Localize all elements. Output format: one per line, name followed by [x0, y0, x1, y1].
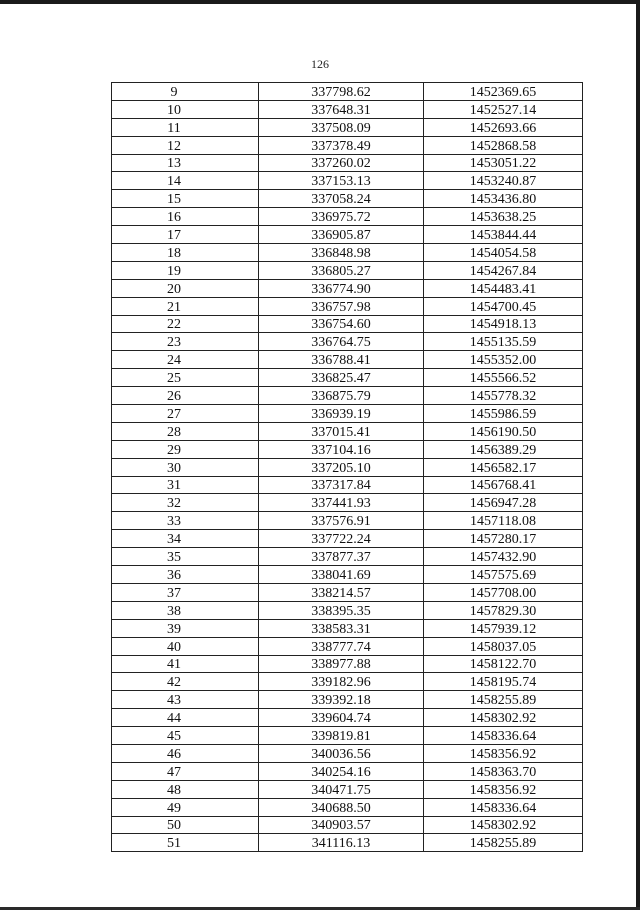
table-row — [112, 244, 583, 262]
y-coordinate-cell: 1457118.08 — [424, 512, 583, 530]
page-number: 126 — [311, 57, 329, 71]
x-coordinate-cell: 338214.57 — [259, 583, 424, 601]
table-row — [112, 315, 583, 333]
point-number-cell: 32 — [112, 494, 259, 512]
table-row — [112, 673, 583, 691]
y-coordinate-cell: 1454700.45 — [424, 297, 583, 315]
y-coordinate-cell: 1454918.13 — [424, 315, 583, 333]
x-coordinate-cell: 337877.37 — [259, 548, 424, 566]
y-coordinate-cell: 1458255.89 — [424, 691, 583, 709]
y-coordinate-cell: 1458302.92 — [424, 816, 583, 834]
point-number-cell: 27 — [112, 405, 259, 423]
table-row — [112, 136, 583, 154]
y-coordinate-cell: 1457432.90 — [424, 548, 583, 566]
x-coordinate-cell: 338041.69 — [259, 566, 424, 584]
table-row — [112, 369, 583, 387]
y-coordinate-cell: 1458255.89 — [424, 834, 583, 852]
table-row — [112, 118, 583, 136]
x-coordinate-cell: 337260.02 — [259, 154, 424, 172]
y-coordinate-cell: 1458302.92 — [424, 709, 583, 727]
table-row — [112, 387, 583, 405]
x-coordinate-cell: 339392.18 — [259, 691, 424, 709]
y-coordinate-cell: 1457280.17 — [424, 530, 583, 548]
point-number-cell: 10 — [112, 100, 259, 118]
x-coordinate-cell: 338583.31 — [259, 619, 424, 637]
y-coordinate-cell: 1458356.92 — [424, 780, 583, 798]
point-number-cell: 28 — [112, 422, 259, 440]
point-number-cell: 46 — [112, 744, 259, 762]
point-number-cell: 21 — [112, 297, 259, 315]
table-row — [112, 762, 583, 780]
table-row — [112, 583, 583, 601]
x-coordinate-cell: 339182.96 — [259, 673, 424, 691]
point-number-cell: 41 — [112, 655, 259, 673]
x-coordinate-cell: 338977.88 — [259, 655, 424, 673]
y-coordinate-cell: 1454054.58 — [424, 244, 583, 262]
table-row — [112, 405, 583, 423]
x-coordinate-cell: 336975.72 — [259, 208, 424, 226]
point-number-cell: 42 — [112, 673, 259, 691]
x-coordinate-cell: 337441.93 — [259, 494, 424, 512]
x-coordinate-cell: 338395.35 — [259, 601, 424, 619]
x-coordinate-cell: 336805.27 — [259, 261, 424, 279]
y-coordinate-cell: 1452693.66 — [424, 118, 583, 136]
table-row — [112, 727, 583, 745]
table-row — [112, 834, 583, 852]
y-coordinate-cell: 1452868.58 — [424, 136, 583, 154]
table-row — [112, 637, 583, 655]
y-coordinate-cell: 1455566.52 — [424, 369, 583, 387]
y-coordinate-cell: 1456947.28 — [424, 494, 583, 512]
point-number-cell: 13 — [112, 154, 259, 172]
y-coordinate-cell: 1452369.65 — [424, 83, 583, 101]
y-coordinate-cell: 1454267.84 — [424, 261, 583, 279]
y-coordinate-cell: 1456190.50 — [424, 422, 583, 440]
point-number-cell: 44 — [112, 709, 259, 727]
y-coordinate-cell: 1455986.59 — [424, 405, 583, 423]
x-coordinate-cell: 337508.09 — [259, 118, 424, 136]
point-number-cell: 40 — [112, 637, 259, 655]
point-number-cell: 51 — [112, 834, 259, 852]
y-coordinate-cell: 1455778.32 — [424, 387, 583, 405]
point-number-cell: 30 — [112, 458, 259, 476]
point-number-cell: 35 — [112, 548, 259, 566]
table-row — [112, 744, 583, 762]
y-coordinate-cell: 1456768.41 — [424, 476, 583, 494]
table-row — [112, 530, 583, 548]
point-number-cell: 45 — [112, 727, 259, 745]
y-coordinate-cell: 1457939.12 — [424, 619, 583, 637]
y-coordinate-cell: 1458037.05 — [424, 637, 583, 655]
x-coordinate-cell: 340254.16 — [259, 762, 424, 780]
x-coordinate-cell: 337058.24 — [259, 190, 424, 208]
y-coordinate-cell: 1455352.00 — [424, 351, 583, 369]
x-coordinate-cell: 336764.75 — [259, 333, 424, 351]
point-number-cell: 24 — [112, 351, 259, 369]
table-row — [112, 351, 583, 369]
x-coordinate-cell: 340688.50 — [259, 798, 424, 816]
point-number-cell: 16 — [112, 208, 259, 226]
x-coordinate-cell: 337015.41 — [259, 422, 424, 440]
point-number-cell: 39 — [112, 619, 259, 637]
y-coordinate-cell: 1456389.29 — [424, 440, 583, 458]
table-row — [112, 83, 583, 101]
x-coordinate-cell: 337576.91 — [259, 512, 424, 530]
x-coordinate-cell: 337378.49 — [259, 136, 424, 154]
point-number-cell: 12 — [112, 136, 259, 154]
x-coordinate-cell: 336848.98 — [259, 244, 424, 262]
table-row — [112, 798, 583, 816]
point-number-cell: 34 — [112, 530, 259, 548]
point-number-cell: 19 — [112, 261, 259, 279]
table-row — [112, 548, 583, 566]
x-coordinate-cell: 336788.41 — [259, 351, 424, 369]
x-coordinate-cell: 336825.47 — [259, 369, 424, 387]
y-coordinate-cell: 1454483.41 — [424, 279, 583, 297]
x-coordinate-cell: 337104.16 — [259, 440, 424, 458]
coordinates-table-body — [112, 83, 583, 852]
point-number-cell: 47 — [112, 762, 259, 780]
table-row — [112, 780, 583, 798]
y-coordinate-cell: 1458336.64 — [424, 798, 583, 816]
point-number-cell: 26 — [112, 387, 259, 405]
x-coordinate-cell: 340471.75 — [259, 780, 424, 798]
x-coordinate-cell: 337648.31 — [259, 100, 424, 118]
table-row — [112, 566, 583, 584]
table-row — [112, 458, 583, 476]
y-coordinate-cell: 1452527.14 — [424, 100, 583, 118]
x-coordinate-cell: 341116.13 — [259, 834, 424, 852]
x-coordinate-cell: 340903.57 — [259, 816, 424, 834]
y-coordinate-cell: 1453240.87 — [424, 172, 583, 190]
y-coordinate-cell: 1458122.70 — [424, 655, 583, 673]
point-number-cell: 37 — [112, 583, 259, 601]
scan-edge-right — [636, 0, 640, 910]
table-row — [112, 190, 583, 208]
x-coordinate-cell: 339819.81 — [259, 727, 424, 745]
table-row — [112, 512, 583, 530]
point-number-cell: 9 — [112, 83, 259, 101]
y-coordinate-cell: 1458356.92 — [424, 744, 583, 762]
x-coordinate-cell: 336939.19 — [259, 405, 424, 423]
x-coordinate-cell: 337317.84 — [259, 476, 424, 494]
table-row — [112, 655, 583, 673]
table-row — [112, 816, 583, 834]
point-number-cell: 38 — [112, 601, 259, 619]
point-number-cell: 15 — [112, 190, 259, 208]
coordinates-table — [111, 82, 583, 852]
table-row — [112, 709, 583, 727]
point-number-cell: 50 — [112, 816, 259, 834]
scan-edge-top — [0, 0, 640, 4]
table-row — [112, 172, 583, 190]
x-coordinate-cell: 337205.10 — [259, 458, 424, 476]
point-number-cell: 36 — [112, 566, 259, 584]
x-coordinate-cell: 336757.98 — [259, 297, 424, 315]
x-coordinate-cell: 336754.60 — [259, 315, 424, 333]
x-coordinate-cell: 338777.74 — [259, 637, 424, 655]
point-number-cell: 49 — [112, 798, 259, 816]
point-number-cell: 18 — [112, 244, 259, 262]
x-coordinate-cell: 337798.62 — [259, 83, 424, 101]
table-row — [112, 100, 583, 118]
y-coordinate-cell: 1453051.22 — [424, 154, 583, 172]
point-number-cell: 20 — [112, 279, 259, 297]
point-number-cell: 25 — [112, 369, 259, 387]
table-row — [112, 494, 583, 512]
table-row — [112, 601, 583, 619]
point-number-cell: 22 — [112, 315, 259, 333]
point-number-cell: 29 — [112, 440, 259, 458]
y-coordinate-cell: 1455135.59 — [424, 333, 583, 351]
y-coordinate-cell: 1457575.69 — [424, 566, 583, 584]
table-row — [112, 154, 583, 172]
table-row — [112, 422, 583, 440]
y-coordinate-cell: 1456582.17 — [424, 458, 583, 476]
x-coordinate-cell: 339604.74 — [259, 709, 424, 727]
y-coordinate-cell: 1453844.44 — [424, 226, 583, 244]
x-coordinate-cell: 337722.24 — [259, 530, 424, 548]
y-coordinate-cell: 1453638.25 — [424, 208, 583, 226]
x-coordinate-cell: 336774.90 — [259, 279, 424, 297]
y-coordinate-cell: 1458363.70 — [424, 762, 583, 780]
table-row — [112, 691, 583, 709]
y-coordinate-cell: 1457708.00 — [424, 583, 583, 601]
x-coordinate-cell: 336905.87 — [259, 226, 424, 244]
table-row — [112, 476, 583, 494]
table-row — [112, 440, 583, 458]
y-coordinate-cell: 1457829.30 — [424, 601, 583, 619]
point-number-cell: 11 — [112, 118, 259, 136]
y-coordinate-cell: 1458195.74 — [424, 673, 583, 691]
x-coordinate-cell: 340036.56 — [259, 744, 424, 762]
point-number-cell: 31 — [112, 476, 259, 494]
table-row — [112, 208, 583, 226]
y-coordinate-cell: 1458336.64 — [424, 727, 583, 745]
x-coordinate-cell: 336875.79 — [259, 387, 424, 405]
point-number-cell: 17 — [112, 226, 259, 244]
point-number-cell: 14 — [112, 172, 259, 190]
point-number-cell: 23 — [112, 333, 259, 351]
point-number-cell: 43 — [112, 691, 259, 709]
table-row — [112, 619, 583, 637]
x-coordinate-cell: 337153.13 — [259, 172, 424, 190]
point-number-cell: 33 — [112, 512, 259, 530]
y-coordinate-cell: 1453436.80 — [424, 190, 583, 208]
table-row — [112, 333, 583, 351]
table-row — [112, 226, 583, 244]
table-row — [112, 297, 583, 315]
table-row — [112, 279, 583, 297]
point-number-cell: 48 — [112, 780, 259, 798]
table-row — [112, 261, 583, 279]
